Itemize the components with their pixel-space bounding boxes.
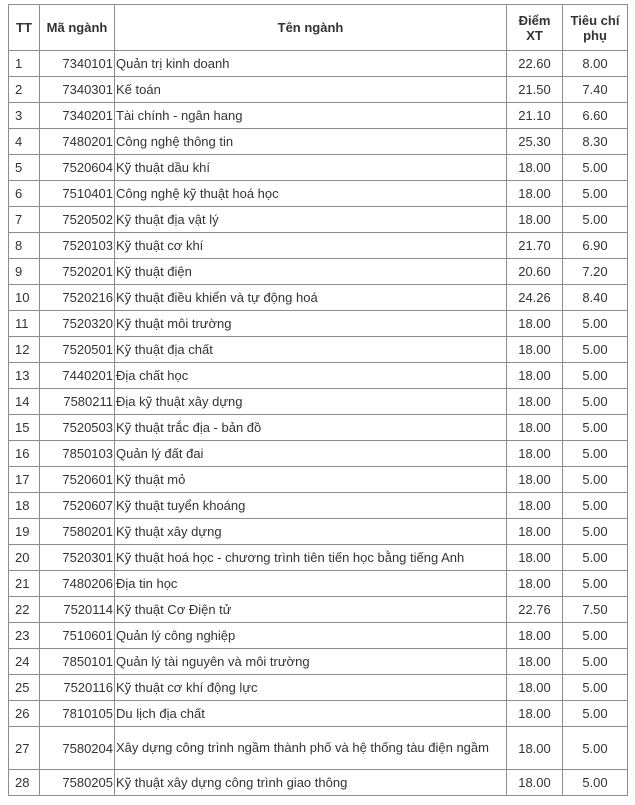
cell-ten-nganh: Địa tin học xyxy=(115,571,507,597)
cell-tt: 16 xyxy=(9,441,40,467)
cell-ma-nganh: 7580201 xyxy=(40,519,115,545)
table-row xyxy=(9,389,628,415)
cell-ma-nganh: 7810105 xyxy=(40,701,115,727)
cell-diem-xt: 18.00 xyxy=(507,441,563,467)
table-row xyxy=(9,181,628,207)
table-row xyxy=(9,77,628,103)
cell-diem-xt: 18.00 xyxy=(507,389,563,415)
cell-diem-xt: 18.00 xyxy=(507,770,563,796)
cell-tieu-chi-phu: 5.00 xyxy=(563,467,628,493)
cell-diem-xt: 18.00 xyxy=(507,311,563,337)
cell-tt: 27 xyxy=(9,727,40,770)
header-diem-xt: Điểm XT xyxy=(507,5,563,51)
header-tt: TT xyxy=(9,5,40,51)
cell-tt: 6 xyxy=(9,181,40,207)
table-row xyxy=(9,545,628,571)
cell-ma-nganh: 7850103 xyxy=(40,441,115,467)
cell-tt: 17 xyxy=(9,467,40,493)
cell-tieu-chi-phu: 5.00 xyxy=(563,493,628,519)
table-row xyxy=(9,770,628,796)
cell-tieu-chi-phu: 8.40 xyxy=(563,285,628,311)
table-row xyxy=(9,441,628,467)
cell-ten-nganh: Kỹ thuật môi trường xyxy=(115,311,507,337)
cell-ten-nganh: Địa chất học xyxy=(115,363,507,389)
cell-tieu-chi-phu: 5.00 xyxy=(563,519,628,545)
cell-ma-nganh: 7510601 xyxy=(40,623,115,649)
cell-ten-nganh: Kế toán xyxy=(115,77,507,103)
cell-tieu-chi-phu: 5.00 xyxy=(563,155,628,181)
cell-ma-nganh: 7520501 xyxy=(40,337,115,363)
cell-tt: 18 xyxy=(9,493,40,519)
cell-ten-nganh: Kỹ thuật xây dựng công trình giao thông xyxy=(115,770,507,796)
table-row xyxy=(9,207,628,233)
table-row xyxy=(9,701,628,727)
cell-diem-xt: 21.50 xyxy=(507,77,563,103)
table-row xyxy=(9,493,628,519)
table-row xyxy=(9,675,628,701)
cell-ma-nganh: 7520103 xyxy=(40,233,115,259)
cell-tieu-chi-phu: 5.00 xyxy=(563,649,628,675)
cell-diem-xt: 18.00 xyxy=(507,363,563,389)
cell-diem-xt: 18.00 xyxy=(507,571,563,597)
cell-ma-nganh: 7520201 xyxy=(40,259,115,285)
table-row xyxy=(9,415,628,441)
cell-ten-nganh: Kỹ thuật Cơ Điện tử xyxy=(115,597,507,623)
cell-tieu-chi-phu: 5.00 xyxy=(563,545,628,571)
cell-ten-nganh: Quản lý công nghiệp xyxy=(115,623,507,649)
cell-diem-xt: 18.00 xyxy=(507,207,563,233)
cell-ma-nganh: 7520503 xyxy=(40,415,115,441)
cell-ma-nganh: 7520601 xyxy=(40,467,115,493)
cell-tieu-chi-phu: 5.00 xyxy=(563,181,628,207)
cell-tieu-chi-phu: 5.00 xyxy=(563,389,628,415)
cell-ten-nganh: Kỹ thuật tuyển khoáng xyxy=(115,493,507,519)
cell-tieu-chi-phu: 7.40 xyxy=(563,77,628,103)
cell-diem-xt: 18.00 xyxy=(507,493,563,519)
cell-ten-nganh: Kỹ thuật điện xyxy=(115,259,507,285)
cell-tieu-chi-phu: 5.00 xyxy=(563,363,628,389)
cell-ten-nganh: Kỹ thuật địa vật lý xyxy=(115,207,507,233)
cell-tieu-chi-phu: 5.00 xyxy=(563,701,628,727)
cell-ma-nganh: 7520116 xyxy=(40,675,115,701)
cell-ma-nganh: 7480206 xyxy=(40,571,115,597)
cell-tt: 14 xyxy=(9,389,40,415)
cell-tieu-chi-phu: 5.00 xyxy=(563,571,628,597)
cell-diem-xt: 22.76 xyxy=(507,597,563,623)
cell-tieu-chi-phu: 5.00 xyxy=(563,727,628,770)
cell-diem-xt: 18.00 xyxy=(507,623,563,649)
cell-tt: 2 xyxy=(9,77,40,103)
cell-diem-xt: 18.00 xyxy=(507,701,563,727)
table-row xyxy=(9,519,628,545)
cell-ma-nganh: 7580205 xyxy=(40,770,115,796)
table-header-row xyxy=(9,5,628,51)
cell-tt: 15 xyxy=(9,415,40,441)
cell-ten-nganh: Kỹ thuật cơ khí xyxy=(115,233,507,259)
cell-tieu-chi-phu: 5.00 xyxy=(563,415,628,441)
cell-ten-nganh: Kỹ thuật địa chất xyxy=(115,337,507,363)
cell-tt: 12 xyxy=(9,337,40,363)
cell-tt: 19 xyxy=(9,519,40,545)
cell-ten-nganh: Công nghệ thông tin xyxy=(115,129,507,155)
table-row xyxy=(9,233,628,259)
admission-score-table xyxy=(8,4,628,796)
cell-ten-nganh: Kỹ thuật dầu khí xyxy=(115,155,507,181)
cell-diem-xt: 24.26 xyxy=(507,285,563,311)
cell-tieu-chi-phu: 8.00 xyxy=(563,51,628,77)
cell-tt: 25 xyxy=(9,675,40,701)
table-row xyxy=(9,623,628,649)
table-row xyxy=(9,649,628,675)
cell-ma-nganh: 7440201 xyxy=(40,363,115,389)
admission-table-container xyxy=(8,4,628,796)
cell-tt: 9 xyxy=(9,259,40,285)
table-row xyxy=(9,467,628,493)
cell-ten-nganh: Kỹ thuật điều khiển và tự động hoá xyxy=(115,285,507,311)
header-tieu-chi-phu: Tiêu chí phụ xyxy=(563,5,628,51)
cell-ten-nganh: Địa kỹ thuật xây dựng xyxy=(115,389,507,415)
cell-tieu-chi-phu: 5.00 xyxy=(563,675,628,701)
table-row xyxy=(9,337,628,363)
cell-tt: 20 xyxy=(9,545,40,571)
cell-ten-nganh: Quản lý tài nguyên và môi trường xyxy=(115,649,507,675)
cell-diem-xt: 21.10 xyxy=(507,103,563,129)
cell-ten-nganh: Kỹ thuật trắc địa - bản đồ xyxy=(115,415,507,441)
cell-ma-nganh: 7340201 xyxy=(40,103,115,129)
table-row xyxy=(9,571,628,597)
cell-tieu-chi-phu: 5.00 xyxy=(563,311,628,337)
cell-tieu-chi-phu: 7.20 xyxy=(563,259,628,285)
table-row xyxy=(9,597,628,623)
cell-diem-xt: 20.60 xyxy=(507,259,563,285)
cell-diem-xt: 18.00 xyxy=(507,467,563,493)
cell-diem-xt: 18.00 xyxy=(507,155,563,181)
cell-ten-nganh: Kỹ thuật xây dựng xyxy=(115,519,507,545)
header-ten-nganh: Tên ngành xyxy=(115,5,507,51)
cell-ma-nganh: 7480201 xyxy=(40,129,115,155)
cell-tt: 1 xyxy=(9,51,40,77)
cell-tt: 26 xyxy=(9,701,40,727)
header-ma-nganh: Mã ngành xyxy=(40,5,115,51)
cell-tt: 21 xyxy=(9,571,40,597)
cell-ten-nganh: Kỹ thuật mỏ xyxy=(115,467,507,493)
cell-tt: 3 xyxy=(9,103,40,129)
cell-ten-nganh: Quản trị kinh doanh xyxy=(115,51,507,77)
cell-diem-xt: 18.00 xyxy=(507,337,563,363)
cell-tieu-chi-phu: 5.00 xyxy=(563,623,628,649)
cell-ma-nganh: 7520607 xyxy=(40,493,115,519)
cell-ma-nganh: 7520216 xyxy=(40,285,115,311)
cell-ma-nganh: 7520114 xyxy=(40,597,115,623)
cell-diem-xt: 25.30 xyxy=(507,129,563,155)
cell-ma-nganh: 7340301 xyxy=(40,77,115,103)
cell-diem-xt: 18.00 xyxy=(507,675,563,701)
cell-tt: 24 xyxy=(9,649,40,675)
cell-tt: 22 xyxy=(9,597,40,623)
cell-tt: 10 xyxy=(9,285,40,311)
cell-tieu-chi-phu: 5.00 xyxy=(563,770,628,796)
cell-diem-xt: 18.00 xyxy=(507,727,563,770)
cell-tieu-chi-phu: 7.50 xyxy=(563,597,628,623)
cell-ma-nganh: 7520604 xyxy=(40,155,115,181)
cell-tieu-chi-phu: 5.00 xyxy=(563,337,628,363)
cell-ma-nganh: 7520301 xyxy=(40,545,115,571)
cell-diem-xt: 22.60 xyxy=(507,51,563,77)
table-row xyxy=(9,363,628,389)
cell-tieu-chi-phu: 8.30 xyxy=(563,129,628,155)
cell-ma-nganh: 7510401 xyxy=(40,181,115,207)
cell-diem-xt: 18.00 xyxy=(507,649,563,675)
cell-ma-nganh: 7580211 xyxy=(40,389,115,415)
cell-tt: 11 xyxy=(9,311,40,337)
table-row xyxy=(9,285,628,311)
cell-tt: 13 xyxy=(9,363,40,389)
cell-tt: 28 xyxy=(9,770,40,796)
table-row xyxy=(9,51,628,77)
cell-tieu-chi-phu: 6.60 xyxy=(563,103,628,129)
table-row xyxy=(9,311,628,337)
cell-tieu-chi-phu: 5.00 xyxy=(563,207,628,233)
cell-diem-xt: 18.00 xyxy=(507,545,563,571)
cell-ma-nganh: 7520502 xyxy=(40,207,115,233)
cell-ten-nganh: Xây dựng công trình ngầm thành phố và hệ thống tàu điện ngầm xyxy=(115,727,507,770)
cell-tt: 23 xyxy=(9,623,40,649)
cell-ten-nganh: Tài chính - ngân hang xyxy=(115,103,507,129)
table-row xyxy=(9,727,628,770)
table-row xyxy=(9,103,628,129)
cell-tt: 4 xyxy=(9,129,40,155)
cell-tieu-chi-phu: 5.00 xyxy=(563,441,628,467)
table-row xyxy=(9,129,628,155)
table-row xyxy=(9,155,628,181)
table-row xyxy=(9,259,628,285)
cell-diem-xt: 18.00 xyxy=(507,519,563,545)
cell-diem-xt: 18.00 xyxy=(507,415,563,441)
cell-ten-nganh: Quản lý đất đai xyxy=(115,441,507,467)
cell-ten-nganh: Du lịch địa chất xyxy=(115,701,507,727)
cell-ten-nganh: Kỹ thuật hoá học - chương trình tiên tiến học bằng tiếng Anh xyxy=(115,545,507,571)
table-body xyxy=(9,51,628,796)
cell-diem-xt: 21.70 xyxy=(507,233,563,259)
cell-tt: 5 xyxy=(9,155,40,181)
cell-tieu-chi-phu: 6.90 xyxy=(563,233,628,259)
cell-tt: 7 xyxy=(9,207,40,233)
cell-ten-nganh: Công nghệ kỹ thuật hoá học xyxy=(115,181,507,207)
cell-ten-nganh: Kỹ thuật cơ khí động lực xyxy=(115,675,507,701)
cell-diem-xt: 18.00 xyxy=(507,181,563,207)
cell-ma-nganh: 7580204 xyxy=(40,727,115,770)
cell-ma-nganh: 7850101 xyxy=(40,649,115,675)
cell-tt: 8 xyxy=(9,233,40,259)
cell-ma-nganh: 7520320 xyxy=(40,311,115,337)
cell-ma-nganh: 7340101 xyxy=(40,51,115,77)
